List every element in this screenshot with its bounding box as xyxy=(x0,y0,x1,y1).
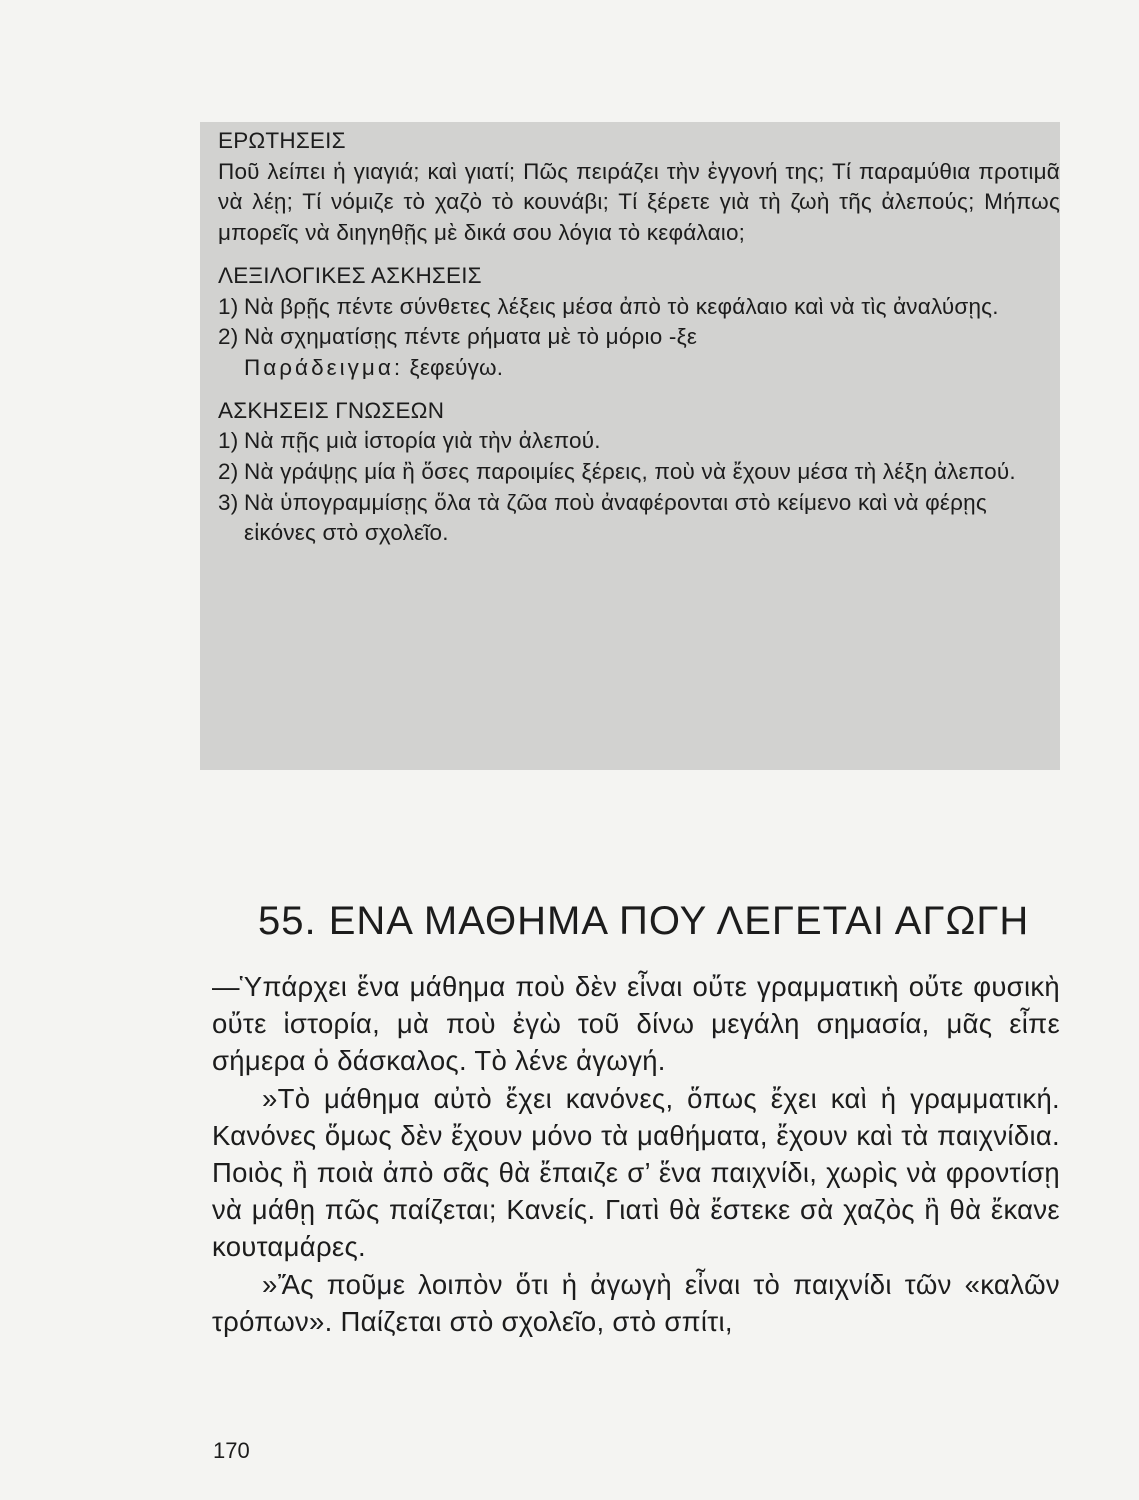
page-number: 170 xyxy=(213,1438,250,1463)
item-text: Νὰ βρῇς πέντε σύνθετες λέξεις μέσα ἀπὸ τὸ κεφάλαιο καὶ νὰ τὶς ἀναλύσῃς. xyxy=(244,293,999,319)
questions-heading: ΕΡΩΤΗΣΕΙΣ xyxy=(218,128,346,153)
paragraph: —Ὑπάρχει ἕνα μάθημα ποὺ δὲν εἶναι οὔτε γραμματικὴ οὔτε φυσικὴ οὔτε ἱστορία, μὰ ποὺ ἐγὼ τοῦ δίνω μεγάλη σημασία, μᾶς εἶπε σήμερα ὁ δάσκαλος. Τὸ λένε ἀγωγή. xyxy=(212,971,1060,1077)
example-word: ξεφεύγω. xyxy=(409,354,504,380)
questions-text: Ποῦ λείπει ἡ γιαγιά; καὶ γιατί; Πῶς πειράζει τὴν ἐγγονή της; Τί παραμύθια προτιμᾶ νὰ λέῃ; Τί νόμιζε τὸ χαζὸ τὸ κουνάβι; Τί ξέρετε γιὰ τὴ ζωὴ τῆς ἀλεπούς; Μήπως μπορεῖς νὰ διηγηθῇς μὲ δικά σου λόγια τὸ κεφάλαιο; xyxy=(218,158,1060,246)
example-label: Παράδειγμα: xyxy=(244,354,404,380)
item-text: Νὰ πῇς μιὰ ἱστορία γιὰ τὴν ἀλεπού. xyxy=(244,428,601,454)
vocab-item-1 xyxy=(218,292,1060,323)
item-number: 2) xyxy=(218,324,239,350)
knowledge-item-1 xyxy=(218,426,1060,457)
item-number: 1) xyxy=(218,293,239,319)
vocab-heading: ΛΕΞΙΛΟΓΙΚΕΣ ΑΣΚΗΣΕΙΣ xyxy=(218,262,482,288)
item-number: 1) xyxy=(218,428,239,454)
knowledge-item-2 xyxy=(218,457,1060,488)
knowledge-heading: ΑΣΚΗΣΕΙΣ ΓΝΩΣΕΩΝ xyxy=(218,397,445,423)
item-text: Νὰ ὑπογραμμίσῃς ὅλα τὰ ζῶα ποὺ ἀναφέρονται στὸ κείμενο καὶ νὰ φέρῃς εἰκόνες στὸ σχολεῖο. xyxy=(244,489,987,546)
item-number: 3) xyxy=(218,489,239,515)
vocab-item-2 xyxy=(218,322,1060,353)
item-number: 2) xyxy=(218,459,239,485)
chapter-title: 55. ΕΝΑ ΜΑΘΗΜΑ ΠΟΥ ΛΕΓΕΤΑΙ ΑΓΩΓΗ xyxy=(258,899,1030,943)
paragraph: »Τὸ μάθημα αὐτὸ ἔχει κανόνες, ὅπως ἔχει καὶ ἡ γραμματική. Κανόνες ὅμως δὲν ἔχουν μόνο τὰ μαθήματα, ἔχουν καὶ τὰ παιχνίδια. Ποιὸς ἢ ποιὰ ἀπὸ σᾶς θὰ ἔπαιζε σ’ ἕνα παιχνίδι, χωρὶς νὰ φροντίσῃ νὰ μάθῃ πῶς παίζεται; Κανείς. Γιατὶ θὰ ἔστεκε σὰ χαζὸς ἢ θὰ ἔκανε κουταμάρες. xyxy=(212,1082,1060,1263)
paragraph: »Ἄς ποῦμε λοιπὸν ὅτι ἡ ἀγωγὴ εἶναι τὸ παιχνίδι τῶν «καλῶν τρόπων». Παίζεται στὸ σχολεῖο, στὸ σπίτι, xyxy=(212,1268,1060,1337)
knowledge-item-3 xyxy=(218,488,1060,549)
example-line xyxy=(218,353,1060,384)
exercise-section xyxy=(218,126,1060,549)
chapter-body xyxy=(212,968,1060,1340)
item-text: Νὰ γράψῃς μία ἢ ὅσες παροιμίες ξέρεις, ποὺ νὰ ἔχουν μέσα τὴ λέξη ἀλεπού. xyxy=(244,459,1016,485)
item-text: Νὰ σχηματίσῃς πέντε ρήματα μὲ τὸ μόριο -ξε xyxy=(244,324,698,350)
